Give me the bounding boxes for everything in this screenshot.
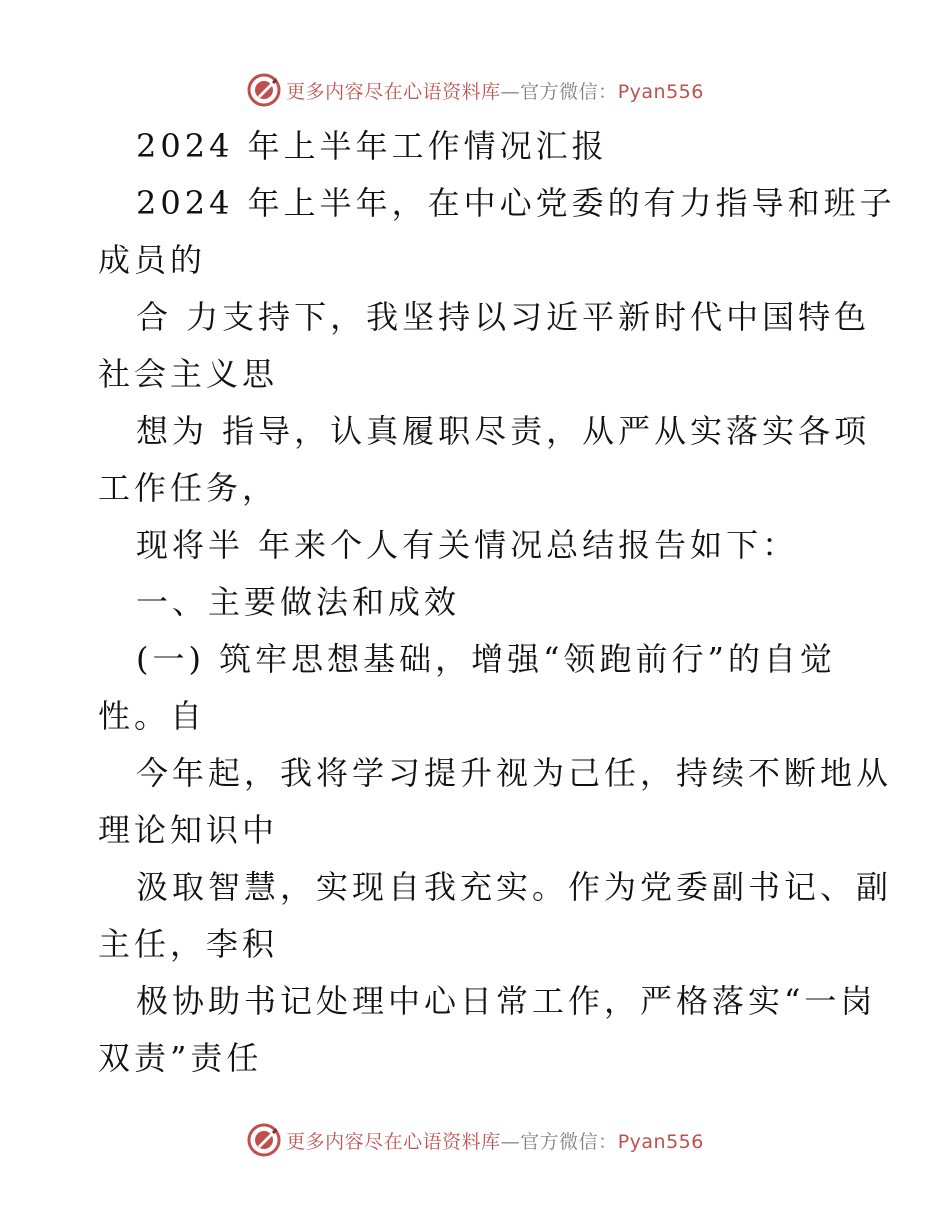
- watermark-wechat-id: Pyan556: [617, 1130, 704, 1153]
- watermark-dash: —: [500, 1130, 521, 1153]
- document-line: 成员的: [98, 241, 207, 279]
- watermark-wechat-id: Pyan556: [617, 80, 704, 103]
- pen-logo-icon: [246, 1122, 282, 1158]
- document-line: (一) 筑牢思想基础，增强“领跑前行”的自觉: [136, 640, 836, 678]
- document-line: 双责”责任: [98, 1039, 263, 1077]
- document-body: [98, 118, 896, 1087]
- document-line: 想为 指导，认真履职尽责，从严从实落实各项: [136, 412, 871, 450]
- document-line: 一、主要做法和成效: [136, 583, 461, 621]
- document-line: 社会主义思: [98, 355, 279, 393]
- document-line: 极协助书记处理中心日常工作，严格落实“一岗: [136, 982, 877, 1020]
- document-line: 今年起，我将学习提升视为己任，持续不断地从: [136, 754, 893, 792]
- watermark-wechat-label: 官方微信：: [520, 1130, 618, 1153]
- document-line: 工作任务，: [98, 469, 279, 507]
- document-line: 性。自: [98, 697, 207, 735]
- watermark-dash: —: [500, 80, 521, 103]
- document-line: 汲取智慧，实现自我充实。作为党委副书记、副: [136, 868, 893, 906]
- pen-logo-icon: [246, 72, 282, 108]
- watermark-wechat-label: 官方微信：: [520, 80, 618, 103]
- document-line: 合 力支持下，我坚持以习近平新时代中国特色: [136, 298, 871, 336]
- header-watermark: [0, 70, 950, 110]
- footer-watermark: [0, 1120, 950, 1160]
- document-line: 主任，李积: [98, 925, 279, 963]
- document-line: 2024 年上半年工作情况汇报: [136, 127, 608, 165]
- document-line: 理论知识中: [98, 811, 279, 849]
- watermark-text: [286, 77, 704, 104]
- document-line: 2024 年上半年，在中心党委的有力指导和班子: [136, 184, 896, 222]
- watermark-main: 更多内容尽在心语资料库: [286, 1130, 501, 1153]
- document-line: 现将半 年来个人有关情况总结报告如下：: [136, 526, 799, 564]
- watermark-text: [286, 1127, 704, 1154]
- watermark-main: 更多内容尽在心语资料库: [286, 80, 501, 103]
